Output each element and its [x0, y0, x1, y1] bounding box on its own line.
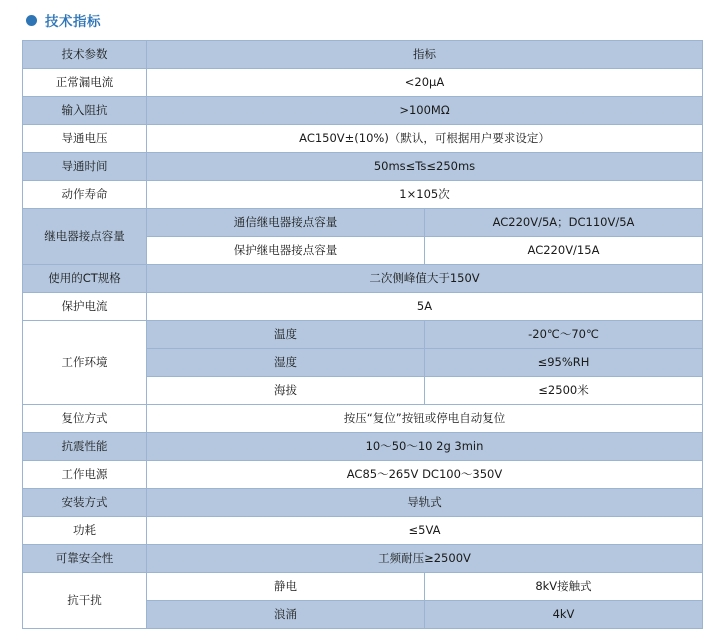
table-row — [23, 545, 703, 573]
row-value: 1×105次 — [147, 181, 703, 209]
row-value: <20μA — [147, 69, 703, 97]
table-row — [23, 293, 703, 321]
row-label: 复位方式 — [23, 405, 147, 433]
row-value: 工频耐压≥2500V — [147, 545, 703, 573]
header-value: 指标 — [147, 41, 703, 69]
row-value: 8kV接触式 — [425, 573, 703, 601]
section-title: 技术指标 — [45, 14, 101, 30]
row-value: 导轨式 — [147, 489, 703, 517]
table-row — [23, 433, 703, 461]
table-row — [23, 405, 703, 433]
row-subname: 保护继电器接点容量 — [147, 237, 425, 265]
section-heading — [0, 0, 709, 36]
row-label: 工作电源 — [23, 461, 147, 489]
row-label: 可靠安全性 — [23, 545, 147, 573]
table-row — [23, 97, 703, 125]
row-value: ≤2500米 — [425, 377, 703, 405]
row-subname: 通信继电器接点容量 — [147, 209, 425, 237]
row-label: 抗干扰 — [23, 573, 147, 629]
row-value: 4kV — [425, 601, 703, 629]
row-value: 5A — [147, 293, 703, 321]
row-label: 功耗 — [23, 517, 147, 545]
row-label: 输入阻抗 — [23, 97, 147, 125]
table-row — [23, 489, 703, 517]
row-label: 导通时间 — [23, 153, 147, 181]
table-row — [23, 69, 703, 97]
row-subname: 静电 — [147, 573, 425, 601]
row-label: 导通电压 — [23, 125, 147, 153]
row-label: 正常漏电流 — [23, 69, 147, 97]
row-label: 使用的CT规格 — [23, 265, 147, 293]
row-value: ≤95%RH — [425, 349, 703, 377]
header-param: 技术参数 — [23, 41, 147, 69]
row-value: AC220V/15A — [425, 237, 703, 265]
table-row — [23, 209, 703, 237]
row-value: AC85～265V DC100～350V — [147, 461, 703, 489]
row-value: 10～50～10 2g 3min — [147, 433, 703, 461]
row-subname: 海拔 — [147, 377, 425, 405]
row-subname: 湿度 — [147, 349, 425, 377]
row-label: 工作环境 — [23, 321, 147, 405]
row-label: 动作寿命 — [23, 181, 147, 209]
row-label: 抗震性能 — [23, 433, 147, 461]
row-value: 50ms≤Ts≤250ms — [147, 153, 703, 181]
row-subname: 浪涌 — [147, 601, 425, 629]
row-subname: 温度 — [147, 321, 425, 349]
row-value: 二次侧峰值大于150V — [147, 265, 703, 293]
table-row — [23, 125, 703, 153]
row-label: 保护电流 — [23, 293, 147, 321]
row-value: 按压“复位”按钮或停电自动复位 — [147, 405, 703, 433]
table-row — [23, 181, 703, 209]
table-row — [23, 517, 703, 545]
row-value: AC220V/5A；DC110V/5A — [425, 209, 703, 237]
table-row — [23, 573, 703, 601]
row-value: AC150V±(10%)（默认，可根据用户要求设定） — [147, 125, 703, 153]
bullet-icon — [26, 15, 37, 26]
row-value: -20℃～70℃ — [425, 321, 703, 349]
row-value: >100MΩ — [147, 97, 703, 125]
specifications-table — [22, 40, 703, 629]
row-value: ≤5VA — [147, 517, 703, 545]
table-row — [23, 153, 703, 181]
table-row — [23, 321, 703, 349]
table-row — [23, 265, 703, 293]
table-row — [23, 461, 703, 489]
row-label: 安装方式 — [23, 489, 147, 517]
row-label: 继电器接点容量 — [23, 209, 147, 265]
table-header-row — [23, 41, 703, 69]
